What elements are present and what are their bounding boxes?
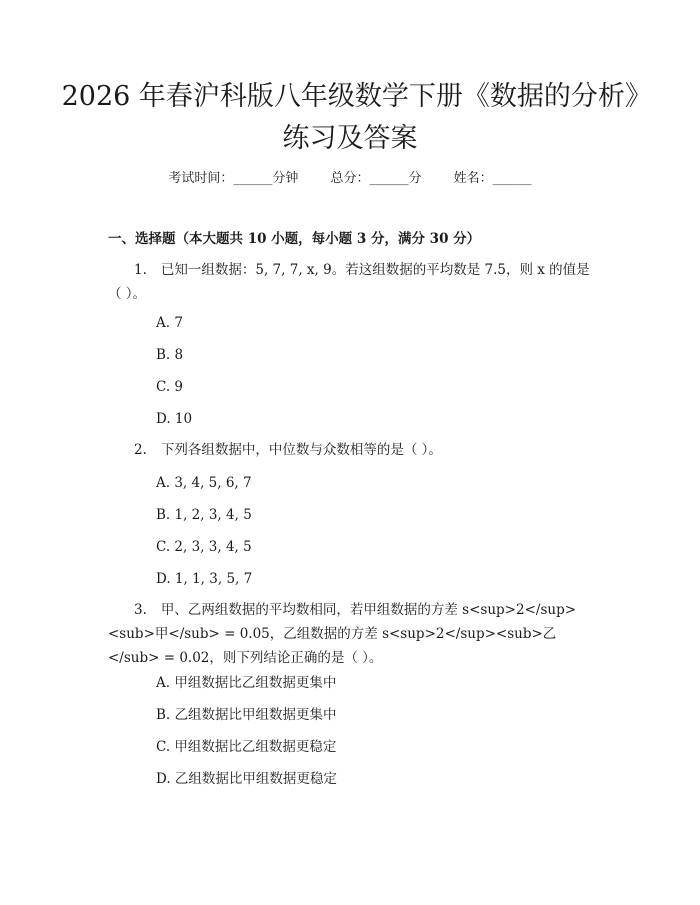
question-text: 甲、乙两组数据的平均数相同，若甲组数据的方差 s<sup>2</sup><sub>甲</sub> = 0.05，乙组数据的方差 s<sup>2</sup><sub>乙</sub> = 0.02，则下列结论正确的是（ ）。 — [108, 602, 577, 666]
question-2-option-d: D. 1, 1, 3, 5, 7 — [156, 571, 253, 587]
question-1-option-a: A. 7 — [156, 315, 183, 331]
question-number: 1. — [134, 262, 147, 278]
exam-time-field: 考试时间：______分钟 — [168, 171, 299, 186]
question-1-option-d: D. 10 — [156, 411, 193, 427]
question-1-option-b: B. 8 — [156, 347, 184, 363]
section-heading: 一、选择题（本大题共 10 小题，每小题 3 分，满分 30 分） — [108, 231, 481, 247]
total-score-field: 总分：______分 — [330, 171, 422, 186]
question-2 — [108, 438, 598, 462]
question-1-option-c: C. 9 — [156, 379, 184, 395]
question-2-option-c: C. 2, 3, 3, 4, 5 — [156, 539, 252, 555]
question-3-option-d: D. 乙组数据比甲组数据更稳定 — [156, 771, 337, 787]
question-3-option-a: A. 甲组数据比乙组数据更集中 — [156, 675, 337, 691]
exam-meta — [0, 170, 700, 188]
document-title: 2026 年春沪科版八年级数学下册《数据的分析》练习及答案 — [61, 81, 639, 154]
question-text: 下列各组数据中，中位数与众数相等的是（ ）。 — [160, 442, 442, 458]
question-2-option-b: B. 1, 2, 3, 4, 5 — [156, 507, 252, 523]
question-3-option-c: C. 甲组数据比乙组数据更稳定 — [156, 739, 337, 755]
question-1 — [108, 258, 598, 306]
question-number: 2. — [134, 442, 147, 458]
question-number: 3. — [134, 602, 147, 618]
question-3-option-b: B. 乙组数据比甲组数据更集中 — [156, 707, 337, 723]
student-name-field: 姓名：______ — [453, 171, 532, 186]
question-3 — [108, 598, 598, 670]
question-2-option-a: A. 3, 4, 5, 6, 7 — [156, 475, 252, 491]
question-text: 已知一组数据：5, 7, 7, x, 9。若这组数据的平均数是 7.5，则 x 的值是（ ）。 — [108, 262, 590, 302]
